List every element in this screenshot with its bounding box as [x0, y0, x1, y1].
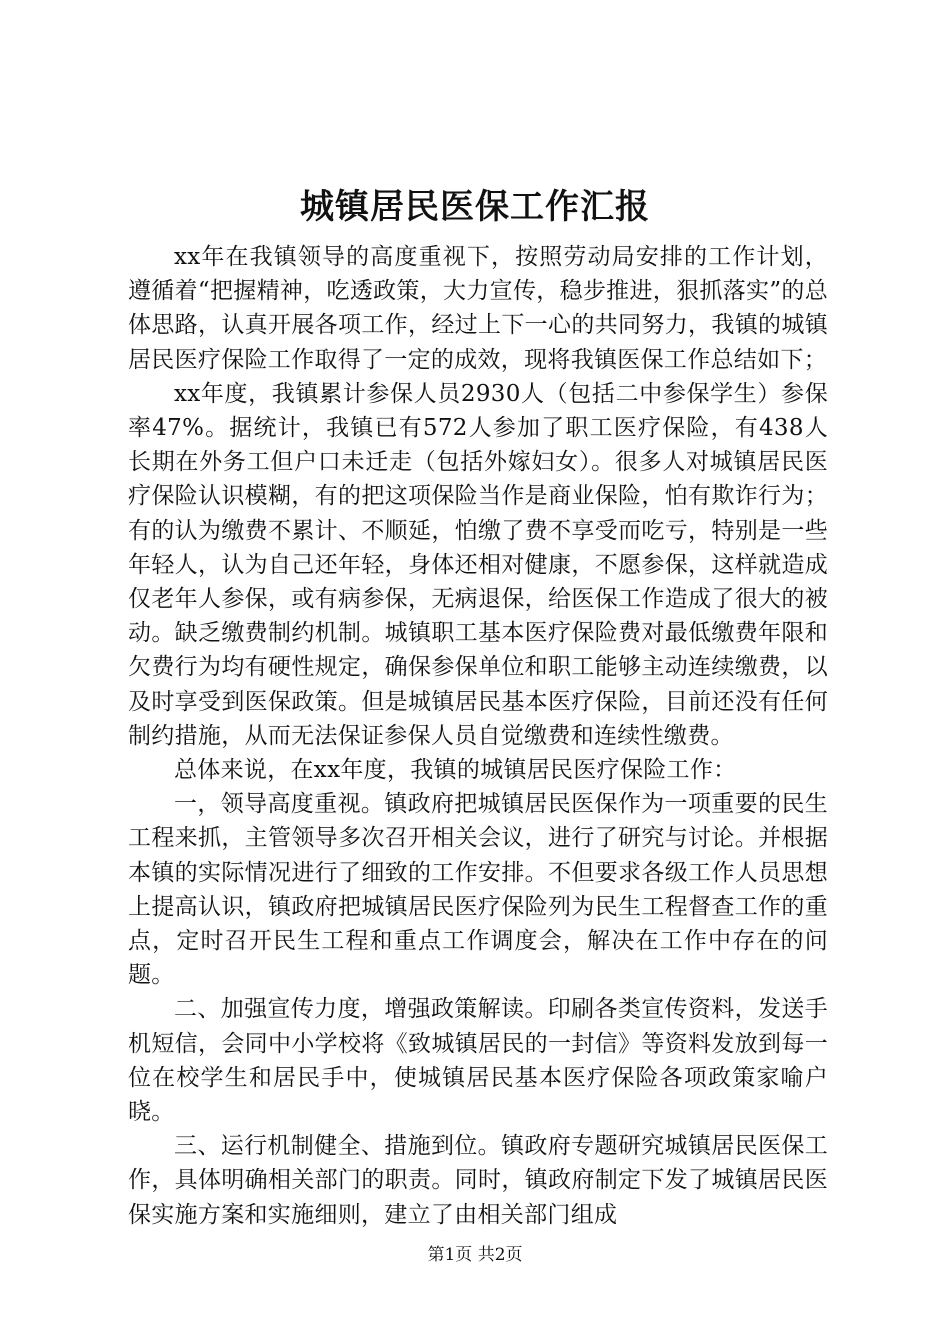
document-body — [128, 240, 828, 1232]
page-footer: 第1页 共2页 — [427, 1245, 523, 1265]
paragraph-point-one: 一，领导高度重视。镇政府把城镇居民医保作为一项重要的民生工程来抓，主管领导多次召开相关会议，进行了研究与讨论。并根据本镇的实际情况进行了细致的工作安排。不但要求各级工作人员思想上提高认识，镇政府把城镇居民医疗保险列为民生工程督查工作的重点，定时召开民生工程和重点工作调度会，解决在工作中存在的问题。 — [128, 791, 828, 989]
document-title: 城镇居民医保工作汇报 — [300, 187, 650, 227]
paragraph-summary-lead: 总体来说，在xx年度，我镇的城镇居民医疗保险工作： — [174, 757, 737, 784]
paragraph-intro: xx年在我镇领导的高度重视下，按照劳动局安排的工作计划，遵循着“把握精神，吃透政策，大力宣传，稳步推进，狠抓落实”的总体思路，认真开展各项工作，经过上下一心的共同努力，我镇的城镇居民医疗保险工作取得了一定的成效，现将我镇医保工作总结如下； — [128, 244, 828, 373]
paragraph-point-three: 三、运行机制健全、措施到位。镇政府专题研究城镇居民医保工作，具体明确相关部门的职责。同时，镇政府制定下发了城镇居民医保实施方案和实施细则，建立了由相关部门组成 — [128, 1133, 828, 1228]
paragraph-point-two: 二、加强宣传力度，增强政策解读。印刷各类宣传资料，发送手机短信，会同中小学校将《致城镇居民的一封信》等资料发放到每一位在校学生和居民手中，使城镇居民基本医疗保险各项政策家喻户晓。 — [128, 996, 828, 1126]
paragraph-statistics: xx年度，我镇累计参保人员2930人（包括二中参保学生）参保率47%。据统计，我镇已有572人参加了职工医疗保险，有438人长期在外务工但户口未迁走（包括外嫁妇女）。很多人对城镇居民医疗保险认识模糊，有的把这项保险当作是商业保险，怕有欺诈行为；有的认为缴费不累计、不顺延，怕缴了费不享受而吃亏，特别是一些年轻人，认为自己还年轻，身体还相对健康，不愿参保，这样就造成仅老年人参保，或有病参保，无病退保，给医保工作造成了很大的被动。缺乏缴费制约机制。城镇职工基本医疗保险费对最低缴费年限和欠费行为均有硬性规定，确保参保单位和职工能够主动连续缴费，以及时享受到医保政策。但是城镇居民基本医疗保险，目前还没有任何制约措施，从而无法保证参保人员自觉缴费和连续性缴费。 — [128, 380, 828, 749]
